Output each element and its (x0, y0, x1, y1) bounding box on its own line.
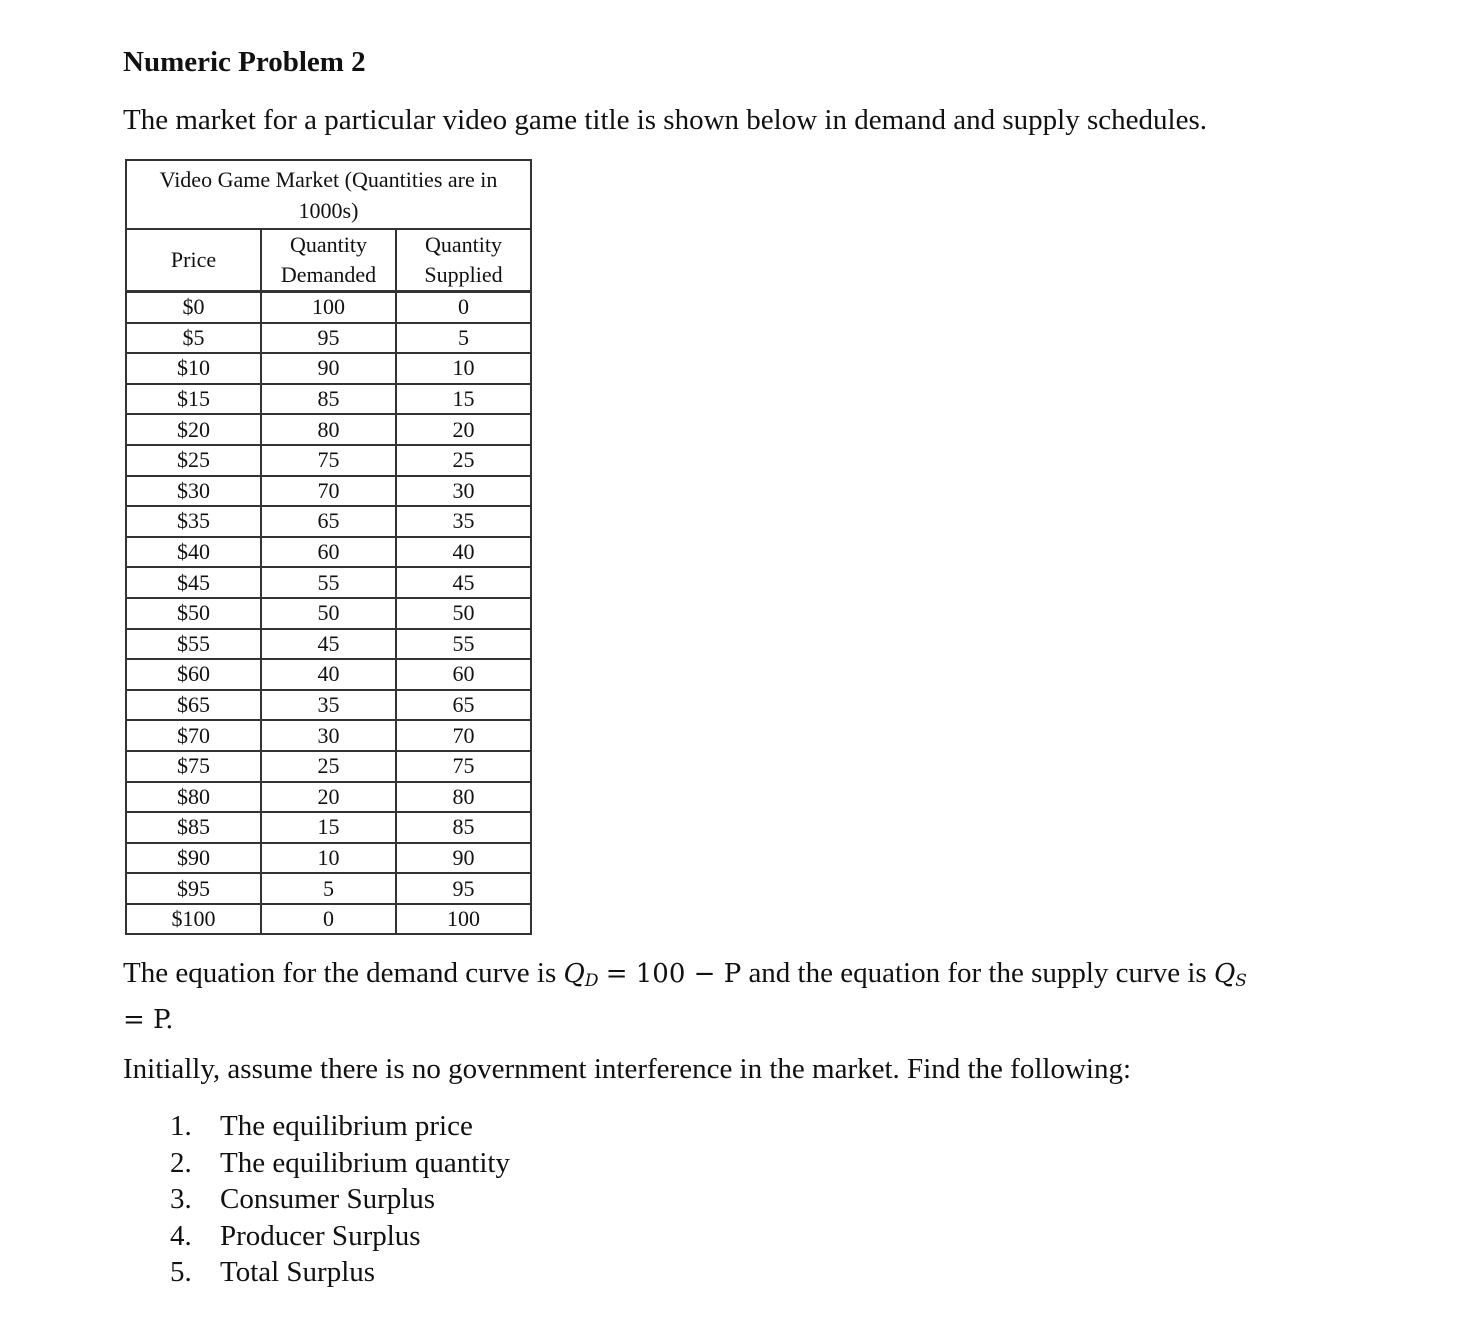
cell-price: $10 (126, 353, 261, 384)
list-item-text: Consumer Surplus (220, 1183, 436, 1215)
cell-quantity-supplied: 75 (396, 751, 531, 782)
supply-subscript: S (1235, 971, 1247, 991)
table-row (126, 720, 531, 751)
list-item-text: Producer Surplus (220, 1219, 421, 1252)
supply-symbol: Q (1213, 959, 1236, 989)
cell-quantity-demanded: 15 (261, 812, 396, 843)
supply-equation (1214, 959, 1247, 989)
cell-quantity-supplied: 40 (396, 537, 531, 568)
cell-quantity-supplied: 60 (396, 659, 531, 690)
cell-quantity-supplied: 25 (396, 445, 531, 476)
cell-quantity-demanded: 60 (261, 537, 396, 568)
table-row (126, 598, 531, 629)
instruction-paragraph: Initially, assume there is no government interference in the market. Find the following: (123, 1053, 1132, 1085)
demand-rhs: = 100 − P (605, 959, 742, 989)
cell-price: $95 (126, 873, 261, 904)
cell-price: $25 (126, 445, 261, 476)
cell-quantity-supplied: 15 (396, 384, 531, 415)
cell-quantity-demanded: 40 (261, 659, 396, 690)
cell-price: $85 (126, 812, 261, 843)
cell-quantity-supplied: 95 (396, 873, 531, 904)
cell-price: $70 (126, 720, 261, 751)
cell-quantity-supplied: 10 (396, 353, 531, 384)
cell-quantity-demanded: 5 (261, 873, 396, 904)
table-row (126, 323, 531, 354)
cell-quantity-demanded: 95 (261, 323, 396, 354)
table-row (126, 812, 531, 843)
cell-quantity-demanded: 35 (261, 690, 396, 721)
table-row (126, 353, 531, 384)
cell-quantity-demanded: 10 (261, 843, 396, 874)
cell-price: $80 (126, 782, 261, 813)
table-row (126, 567, 531, 598)
cell-price: $100 (126, 904, 261, 935)
cell-quantity-supplied: 80 (396, 782, 531, 813)
table-row (126, 384, 531, 415)
table-row (126, 629, 531, 660)
table-row (126, 537, 531, 568)
intro-paragraph: The market for a particular video game title is shown below in demand and supply schedules. (123, 104, 1207, 136)
supply-rhs: = P. (123, 1005, 174, 1035)
cell-price: $65 (126, 690, 261, 721)
cell-quantity-supplied: 90 (396, 843, 531, 874)
cell-price: $5 (126, 323, 261, 354)
cell-quantity-demanded: 55 (261, 567, 396, 598)
table-row (126, 445, 531, 476)
cell-price: $20 (126, 414, 261, 445)
table-row (126, 476, 531, 507)
list-item (170, 1218, 510, 1255)
list-item-number: 2. (170, 1146, 192, 1179)
equation-lead-in: The equation for the demand curve is (123, 957, 557, 989)
table-row (126, 782, 531, 813)
cell-quantity-supplied: 20 (396, 414, 531, 445)
cell-price: $75 (126, 751, 261, 782)
cell-price: $30 (126, 476, 261, 507)
cell-quantity-demanded: 70 (261, 476, 396, 507)
demand-subscript: D (584, 971, 599, 991)
cell-price: $50 (126, 598, 261, 629)
cell-quantity-demanded: 80 (261, 414, 396, 445)
table-body (126, 292, 531, 935)
cell-quantity-demanded: 100 (261, 292, 396, 323)
cell-quantity-supplied: 35 (396, 506, 531, 537)
cell-quantity-demanded: 75 (261, 445, 396, 476)
equations-paragraph (123, 954, 1263, 1039)
list-item (170, 1181, 510, 1218)
list-item (170, 1108, 510, 1145)
table-row (126, 751, 531, 782)
cell-quantity-supplied: 70 (396, 720, 531, 751)
cell-quantity-demanded: 85 (261, 384, 396, 415)
cell-quantity-demanded: 50 (261, 598, 396, 629)
cell-price: $90 (126, 843, 261, 874)
cell-price: $15 (126, 384, 261, 415)
table-row (126, 292, 531, 323)
cell-price: $35 (126, 506, 261, 537)
video-game-market-table (125, 159, 532, 935)
cell-quantity-demanded: 30 (261, 720, 396, 751)
table-caption: Video Game Market (Quantities are in 1000s) (126, 160, 531, 229)
table-row (126, 690, 531, 721)
cell-price: $55 (126, 629, 261, 660)
cell-quantity-supplied: 55 (396, 629, 531, 660)
list-item (170, 1145, 510, 1182)
header-quantity-demanded: Quantity Demanded (261, 229, 396, 292)
demand-symbol: Q (563, 959, 585, 989)
cell-quantity-demanded: 90 (261, 353, 396, 384)
list-item-number: 5. (170, 1256, 192, 1288)
cell-price: $0 (126, 292, 261, 323)
equation-middle: and the equation for the supply curve is (748, 957, 1207, 989)
list-item-text: The equilibrium quantity (220, 1146, 510, 1179)
cell-quantity-supplied: 85 (396, 812, 531, 843)
cell-quantity-supplied: 45 (396, 567, 531, 598)
page-title: Numeric Problem 2 (123, 46, 366, 78)
cell-quantity-supplied: 50 (396, 598, 531, 629)
table-row (126, 843, 531, 874)
cell-quantity-demanded: 65 (261, 506, 396, 537)
header-price: Price (126, 229, 261, 292)
cell-quantity-supplied: 65 (396, 690, 531, 721)
list-item-text: The equilibrium price (220, 1110, 473, 1142)
cell-quantity-demanded: 25 (261, 751, 396, 782)
cell-quantity-demanded: 45 (261, 629, 396, 660)
demand-equation (563, 959, 598, 989)
cell-price: $60 (126, 659, 261, 690)
cell-price: $45 (126, 567, 261, 598)
list-item-number: 1. (170, 1110, 192, 1142)
task-list (170, 1108, 510, 1291)
list-item-number: 3. (170, 1183, 192, 1215)
list-item-number: 4. (170, 1219, 192, 1252)
cell-quantity-demanded: 20 (261, 782, 396, 813)
cell-quantity-supplied: 5 (396, 323, 531, 354)
table-row (126, 904, 531, 935)
list-item-text: Total Surplus (220, 1256, 376, 1288)
cell-quantity-demanded: 0 (261, 904, 396, 935)
cell-price: $40 (126, 537, 261, 568)
cell-quantity-supplied: 0 (396, 292, 531, 323)
cell-quantity-supplied: 100 (396, 904, 531, 935)
table-row (126, 873, 531, 904)
table-row (126, 506, 531, 537)
header-quantity-supplied: Quantity Supplied (396, 229, 531, 292)
table-row (126, 659, 531, 690)
list-item (170, 1254, 510, 1291)
cell-quantity-supplied: 30 (396, 476, 531, 507)
table-row (126, 414, 531, 445)
